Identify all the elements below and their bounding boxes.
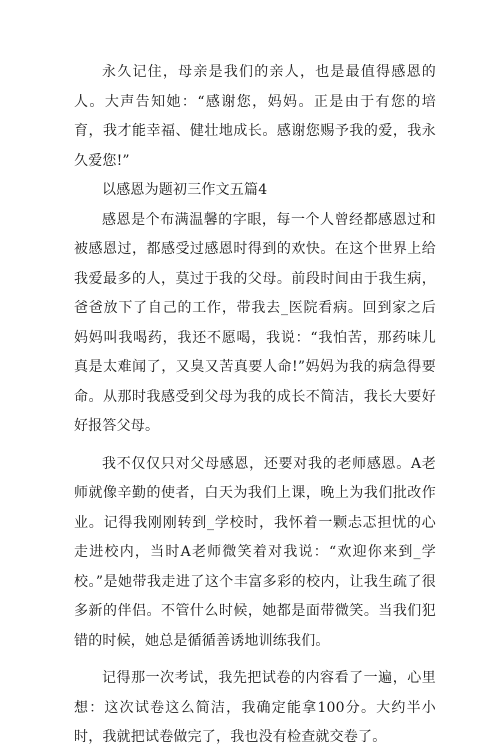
essay-heading: 以感恩为题初三作文五篇4 <box>102 182 268 198</box>
paragraph-gap <box>74 656 436 664</box>
paragraph-gratitude-parents: 感恩是个布满温馨的字眼，每一个人曾经都感恩过和被感恩过，都感受过感恩时得到的欢快。在这个世界上给我爱最多的人，莫过于我的父母。前段时间由于我生病，爸爸放下了自己的工作，带我去_医院看病。回到家之后妈妈叫我喝药，我还不愿喝，我说：“我怕苦，那药味儿真是太难闻了，又臭又苦真要人命!”妈妈为我的病急得要命。从那时我感受到父母为我的成长不简洁，我长大要好好报答父母。 <box>74 211 436 434</box>
paragraph-gratitude-teacher: 我不仅仅只对父母感恩，还要对我的老师感恩。A老师就像辛勤的使者，白天为我们上课，晚上为我们批改作业。记得我刚刚转到_学校时，我怀着一颗忐忑担忧的心走进校内，当时A老师微笑着对我说：“欢迎你来到_学校。”是她带我走进了这个丰富多彩的校内，让我生疏了很多新的伴侣。不管什么时候，她都是面带微笑。当我们犯错的时候，她总是循循善诱地训练我们。 <box>74 455 436 649</box>
document-body <box>74 58 436 753</box>
paragraph-exam-memory: 记得那一次考试，我先把试卷的内容看了一遍，心里想：这次试卷这么简洁，我确定能拿100分。大约半小时，我就把试卷做完了，我也没有检查就交卷了。 <box>74 670 436 745</box>
paragraph-mother-thanks: 永久记住，母亲是我们的亲人，也是最值得感恩的人。大声告知她：“感谢您，妈妈。正是由于有您的培育，我才能幸福、健壮地成长。感谢您赐予我的爱，我永久爱您!” <box>74 64 436 169</box>
paragraph-gap <box>74 442 436 450</box>
